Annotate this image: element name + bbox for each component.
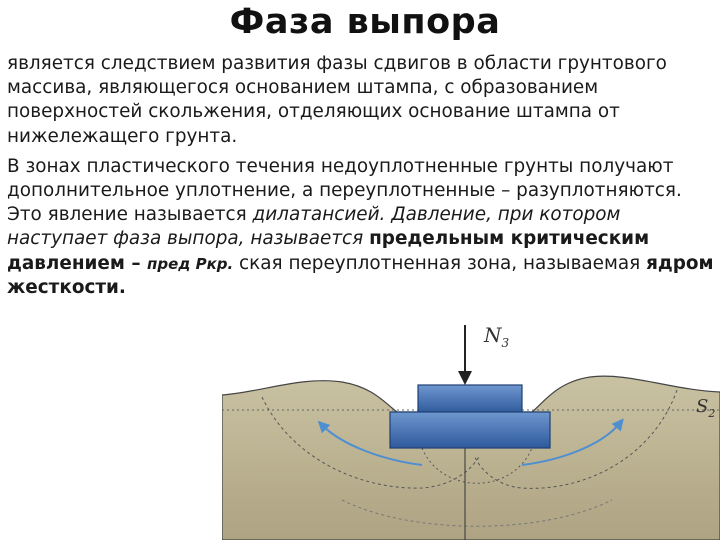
paragraph-2 (7, 155, 715, 300)
load-label: $N_3$ (484, 323, 510, 350)
term-critical-pressure: предельным критическим давлением (7, 228, 650, 274)
term-rigid-core: ядром жесткости (7, 252, 714, 298)
page-title: Фаза выпора (229, 2, 501, 42)
term-dilatancy: дилатансией (252, 204, 380, 226)
stamp-lower (390, 412, 550, 448)
text-body (7, 52, 715, 306)
p2-text-3: . Давление, при котором наступает фаза выпора, называется (7, 204, 621, 250)
stamp-upper (418, 385, 522, 413)
term-p-kr: пред Ркр. (146, 254, 234, 273)
p2-text-7: ская переуплотненная зона, называемая (233, 252, 647, 274)
paragraph-1: является следствием развития фазы сдвигов в области грунтового массива, являющегося основанием штампа, с образованием поверхностей скольжения, отделяющих основание штампа от нижележащего грунта. (7, 53, 667, 147)
p2-text-1: В зонах пластического течения недоуплотненные грунты получают дополнительное уплотнение, а переуплотненные – разуплотняются. Это явление называется (7, 155, 682, 226)
bulging-phase-figure (222, 320, 720, 540)
p2-dash: – (124, 252, 147, 274)
surface-label: $S_2$ (696, 396, 716, 420)
p2-period: . (118, 276, 126, 298)
